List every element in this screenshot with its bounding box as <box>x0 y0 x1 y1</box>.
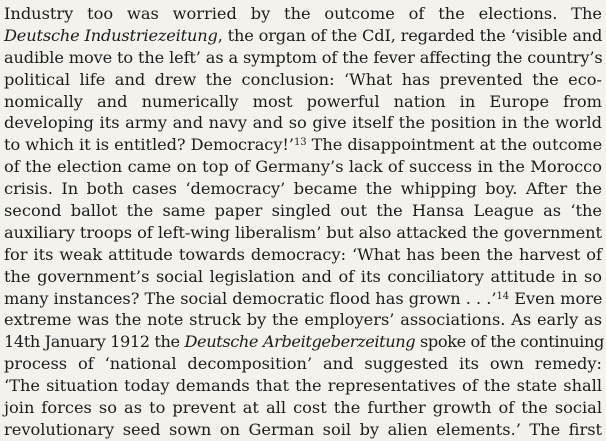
text-line <box>4 353 602 375</box>
text-line <box>4 200 602 222</box>
text-line <box>4 419 602 441</box>
text-line <box>4 156 602 178</box>
text-line <box>4 91 602 113</box>
text-run: Industry too was worried by the outcome of the elections. The <box>4 4 602 23</box>
text-line <box>4 331 602 353</box>
text-run: for its weak attitude towards democracy: ‘What has been the harvest of <box>4 244 602 264</box>
text-run: audible move to the left’ as a symptom of the fever affecting the country’s <box>4 47 603 67</box>
text-line <box>4 25 602 47</box>
text-run: nomically and numerically most powerful nation in Europe from <box>4 91 602 111</box>
text-run: crisis. In both cases ‘democracy’ became the whipping boy. After the <box>4 179 602 199</box>
text-line <box>4 178 602 200</box>
text-line <box>4 69 602 91</box>
text-run: of the election came on top of Germany’s lack of success in the Morocco <box>4 157 602 177</box>
text-line <box>4 112 602 134</box>
text-line <box>4 266 602 288</box>
text-line <box>4 397 602 419</box>
text-run: The disappointment at the outcome <box>306 135 603 155</box>
italic-title: Deutsche Arbeitgeberzeitung <box>184 332 416 352</box>
footnote-marker: 14 <box>496 290 510 302</box>
text-run: second ballot the same paper singled out the Hansa League as ‘the <box>4 201 602 221</box>
text-run: extreme was the note struck by the employers’ associations. As early as <box>4 310 602 330</box>
text-run: spoke of the continuing <box>415 332 604 352</box>
text-run: ‘The situation today demands that the representatives of the state shall <box>4 376 602 396</box>
text-line <box>4 222 602 244</box>
text-line <box>4 47 602 69</box>
footnote-marker: 13 <box>293 137 307 149</box>
text-line <box>4 134 602 156</box>
text-run: the government’s social legislation and of its conciliatory attitude in so <box>4 266 602 286</box>
text-run: auxiliary troops of left-wing liberalism’ but also attacked the government <box>4 222 603 242</box>
text-run: many instances? The social democratic flood has grown . . .’ <box>4 288 497 308</box>
text-line <box>4 3 602 25</box>
text-run: revolutionary seed sown on German soil by alien elements.’ The first <box>4 419 603 439</box>
text-run: 14th January 1912 the <box>4 332 185 352</box>
text-run: Even more <box>509 288 603 308</box>
text-run: join forces so as to prevent at all cost the further growth of the social <box>4 398 602 418</box>
text-run: developing its army and navy and so give itself the position in the world <box>4 113 602 133</box>
body-text <box>4 3 602 441</box>
text-line <box>4 288 602 310</box>
text-run: process of ‘national decomposition’ and suggested its own remedy: <box>4 354 602 374</box>
text-run: , the organ of the CdI, regarded the ‘visible and <box>217 25 603 45</box>
italic-title: Deutsche Industriezeitung <box>4 25 218 45</box>
text-line <box>4 309 602 331</box>
text-line <box>4 244 602 266</box>
text-run: to which it is entitled? Democracy!’ <box>4 135 294 155</box>
text-run: political life and drew the conclusion: ‘What has prevented the eco- <box>4 69 602 89</box>
text-line <box>4 375 602 397</box>
